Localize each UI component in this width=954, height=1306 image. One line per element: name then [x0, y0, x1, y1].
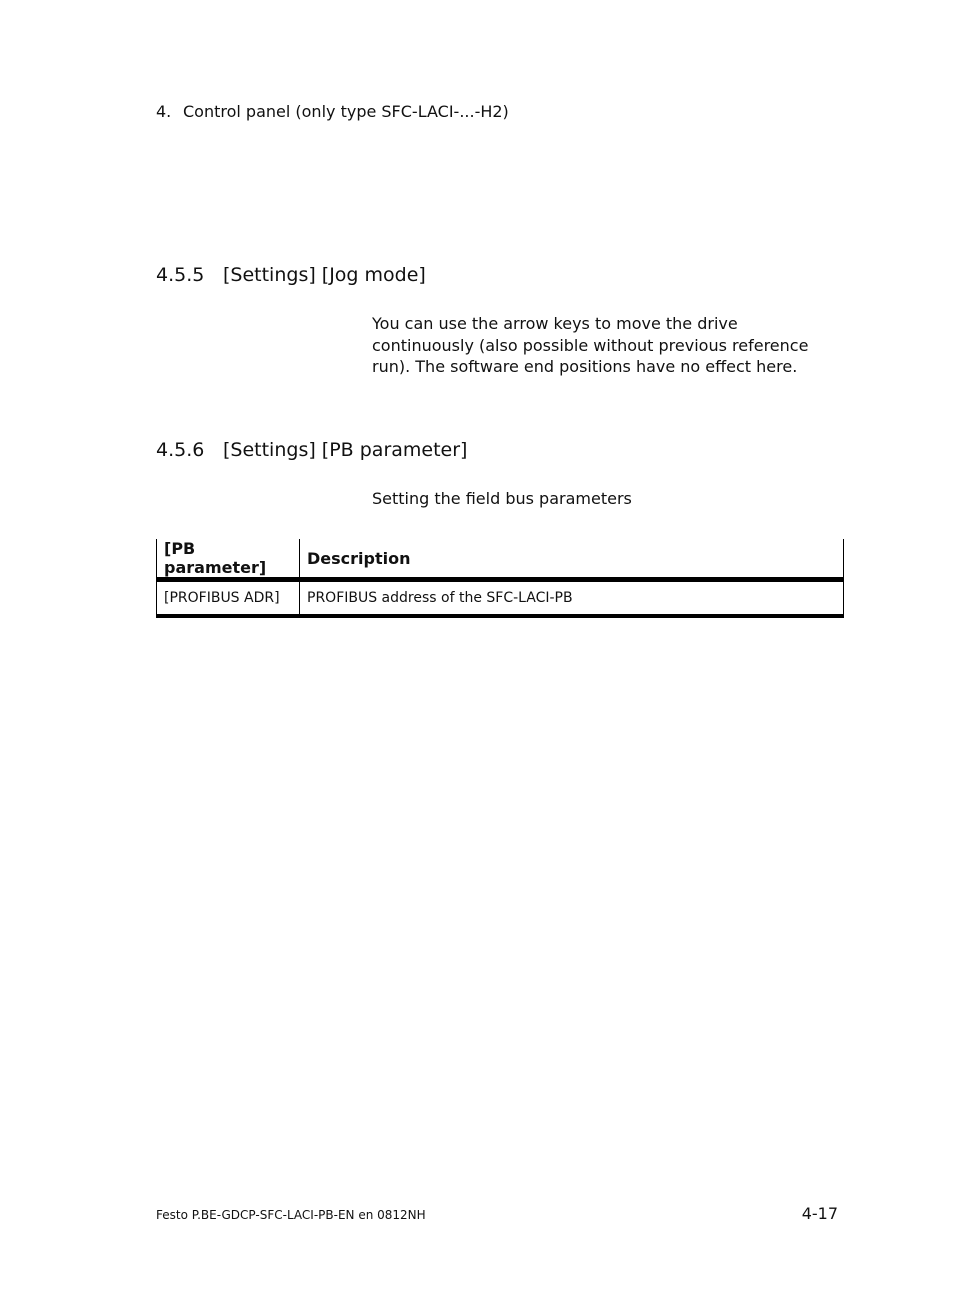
section-body-4-5-5: You can use the arrow keys to move the drive continuously (also possible without previous reference run). The software end positions have no effect here.	[372, 314, 809, 376]
footer-document-id: Festo P.BE-GDCP-SFC-LACI-PB-EN en 0812NH	[156, 1208, 426, 1222]
footer-page-number: 4-17	[801, 1204, 838, 1223]
list-item	[156, 102, 509, 121]
table-cell: [PROFIBUS ADR]	[157, 580, 300, 617]
list-item-number: 4.	[156, 102, 172, 121]
section-heading-4-5-6	[156, 439, 467, 461]
table-header-cell: Description	[300, 539, 844, 580]
section-body-4-5-6: Setting the field bus parameters	[372, 489, 632, 508]
list-item-text: Control panel (only type SFC-LACI-...-H2)	[183, 102, 509, 121]
section-title: [Settings] [Jog mode]	[223, 264, 426, 286]
section-number: 4.5.5	[156, 264, 205, 286]
section-title: [Settings] [PB parameter]	[223, 439, 468, 461]
table-cell: PROFIBUS address of the SFC-LACI-PB	[300, 580, 844, 617]
pb-parameter-table	[156, 539, 844, 618]
table-header-row	[157, 539, 844, 580]
table-row	[157, 580, 844, 617]
section-number: 4.5.6	[156, 439, 205, 461]
section-heading-4-5-5	[156, 264, 426, 286]
table-header-cell: [PB parameter]	[157, 539, 300, 580]
